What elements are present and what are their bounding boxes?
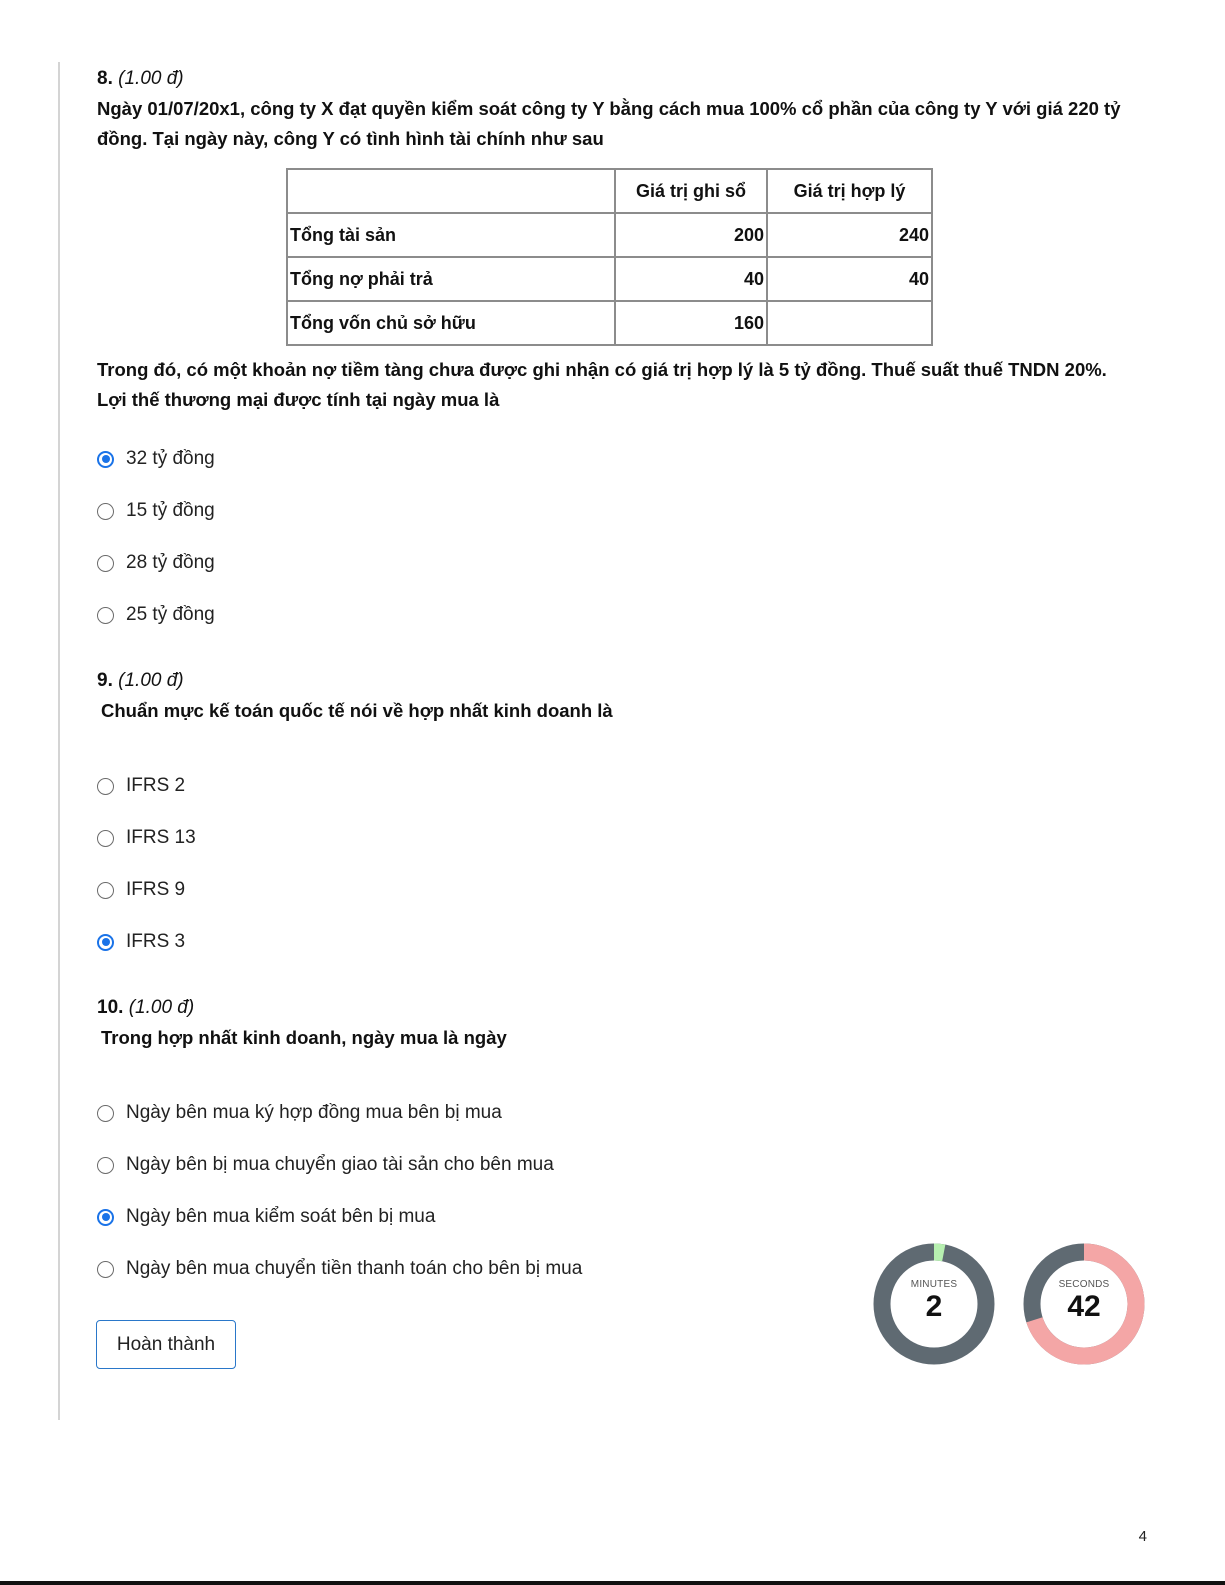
option-label: IFRS 2 [126,775,186,796]
answer-option[interactable] [97,1087,582,1139]
minutes-timer [872,1242,996,1366]
answer-option[interactable] [97,589,215,641]
radio-button[interactable] [97,555,114,572]
question-text-after-table: Trong đó, có một khoản nợ tiềm tàng chưa được ghi nhận có giá trị hợp lý là 5 tỷ đồng. Thuế suất thuế TNDN 20%. Lợi thế thương mại được tính tại ngày mua là [97,359,1107,410]
answer-option[interactable] [97,485,215,537]
radio-button[interactable] [97,1261,114,1278]
question-10-header [97,995,1137,1021]
table-cell [767,301,932,345]
radio-button-checked[interactable] [97,451,114,468]
bottom-border [0,1581,1225,1585]
radio-button[interactable] [97,607,114,624]
table-cell: 200 [615,213,767,257]
seconds-value: 42 [1067,1290,1101,1323]
option-label: 32 tỷ đồng [126,448,215,469]
answer-option[interactable] [97,1191,582,1243]
answer-option[interactable] [97,812,196,864]
table-header-row [287,169,932,213]
minutes-label: MINUTES [910,1279,958,1290]
option-label: IFRS 13 [126,827,196,848]
question-number: 10. [97,997,124,1018]
question-points: (1.00 đ) [118,68,184,89]
left-border [58,62,60,1420]
table-row [287,213,932,257]
radio-button[interactable] [97,830,114,847]
table-cell: Tổng vốn chủ sở hữu [287,301,615,345]
table-cell: 160 [615,301,767,345]
question-points: (1.00 đ) [128,997,195,1018]
radio-button-checked[interactable] [97,1209,114,1226]
option-label: Ngày bên mua ký hợp đồng mua bên bị mua [126,1102,502,1123]
table-header-cell: Giá trị ghi sổ [615,169,767,213]
answer-option[interactable] [97,864,196,916]
question-number: 8. [97,68,113,89]
submit-button[interactable]: Hoàn thành [96,1320,236,1369]
option-label: Ngày bên mua chuyển tiền thanh toán cho bên bị mua [126,1258,583,1279]
table-header-cell [287,169,615,213]
table-row [287,257,932,301]
question-9 [97,668,1137,726]
radio-button-checked[interactable] [97,934,114,951]
question-9-options [97,760,196,968]
option-label: 25 tỷ đồng [126,604,215,625]
seconds-label: SECONDS [1058,1279,1110,1290]
table-header-cell: Giá trị hợp lý [767,169,932,213]
seconds-timer [1022,1242,1146,1366]
radio-button[interactable] [97,1157,114,1174]
answer-option[interactable] [97,760,196,812]
question-8-continued [97,355,1137,415]
radio-button[interactable] [97,1105,114,1122]
option-label: IFRS 3 [126,931,186,952]
option-label: 15 tỷ đồng [126,500,215,521]
answer-option[interactable] [97,433,215,485]
answer-option[interactable] [97,1243,582,1295]
table-cell: 40 [615,257,767,301]
table-row [287,301,932,345]
radio-button[interactable] [97,882,114,899]
radio-button[interactable] [97,503,114,520]
question-9-header [97,668,1137,694]
radio-button[interactable] [97,778,114,795]
question-text: Trong hợp nhất kinh doanh, ngày mua là ngày [101,1027,507,1048]
question-8 [97,66,1137,154]
question-points: (1.00 đ) [118,670,184,691]
question-10-options [97,1087,582,1295]
question-text: Chuẩn mực kế toán quốc tế nói về hợp nhất kinh doanh là [101,700,613,721]
option-label: Ngày bên mua kiểm soát bên bị mua [126,1206,436,1227]
option-label: IFRS 9 [126,879,186,900]
option-label: Ngày bên bị mua chuyển giao tài sản cho bên mua [126,1154,554,1175]
option-label: 28 tỷ đồng [126,552,215,573]
question-8-header [97,66,1137,92]
answer-option[interactable] [97,1139,582,1191]
table-cell: Tổng tài sản [287,213,615,257]
table-cell: 40 [767,257,932,301]
question-10 [97,995,1137,1053]
question-number: 9. [97,670,113,691]
financial-table [286,168,933,346]
question-8-options [97,433,215,641]
answer-option[interactable] [97,537,215,589]
question-text: Ngày 01/07/20x1, công ty X đạt quyền kiểm soát công ty Y bằng cách mua 100% cổ phần của công ty Y với giá 220 tỷ đồng. Tại ngày này, công Y có tình hình tài chính như sau [97,98,1121,149]
table-cell: Tổng nợ phải trả [287,257,615,301]
table-cell: 240 [767,213,932,257]
minutes-value: 2 [925,1290,943,1323]
answer-option[interactable] [97,916,196,968]
page-number: 4 [1138,1528,1147,1545]
